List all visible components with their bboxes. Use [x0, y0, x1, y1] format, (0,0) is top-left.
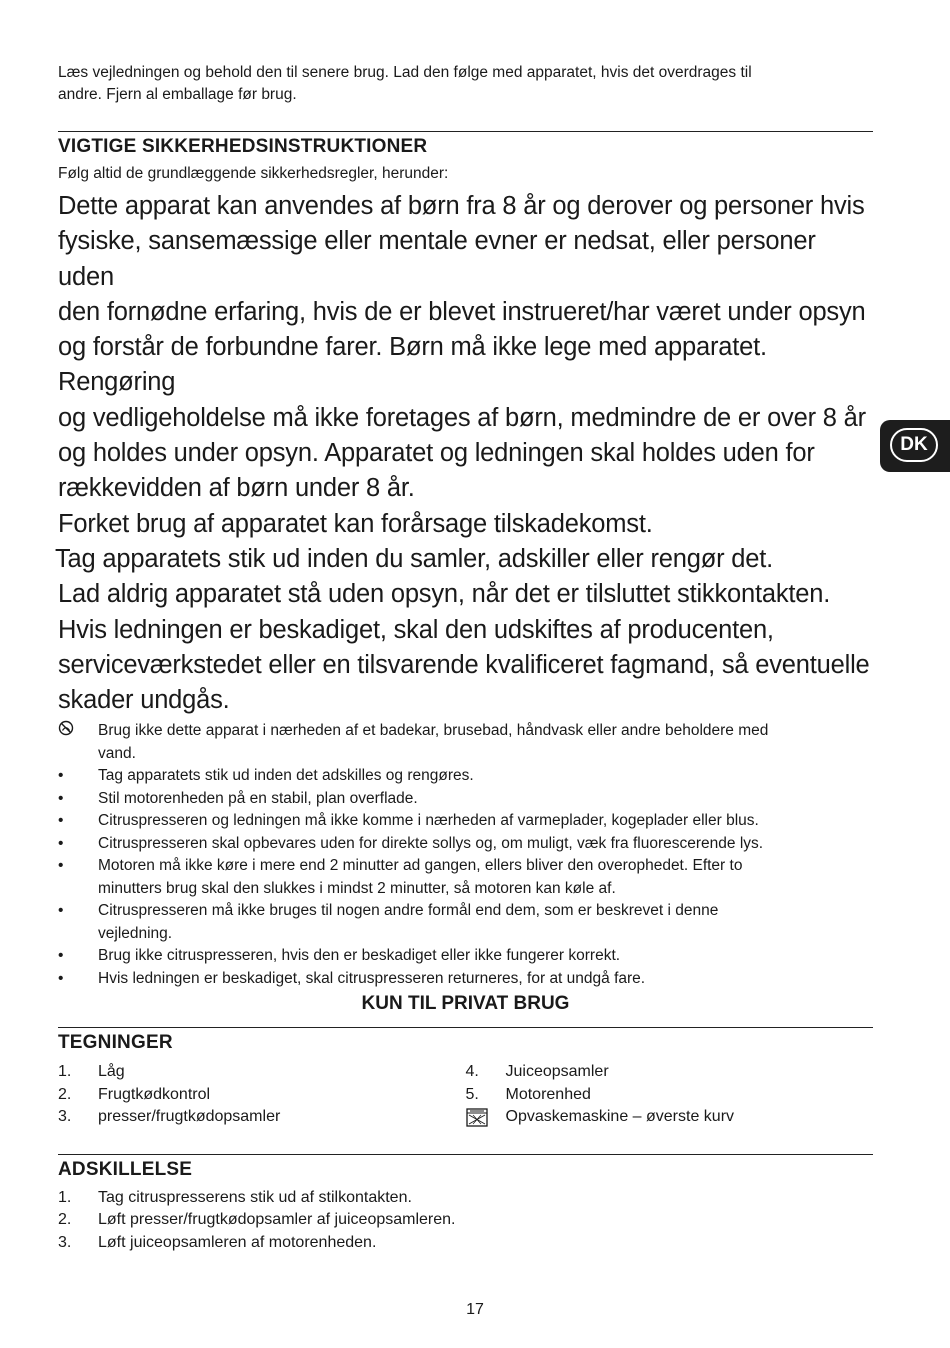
part-number: 2. — [58, 1085, 72, 1103]
bullet-icon: • — [58, 812, 64, 830]
list-line: Motoren må ikke køre i mere end 2 minutter ad gangen, ellers bliver den overophedet. Efter to — [98, 857, 743, 875]
section-divider — [58, 1154, 873, 1155]
step-item — [58, 1187, 873, 1210]
step-number: 2. — [58, 1211, 72, 1229]
warning-line: Hvis ledningen er beskadiget, skal den udskiftes af producenten, — [58, 615, 774, 644]
warning-line: rækkevidden af børn under 8 år. — [58, 474, 415, 503]
part-item — [58, 1084, 466, 1107]
bullet-icon: • — [58, 947, 64, 965]
warning-line: serviceværkstedet eller en tilsvarende kvalificeret fagmand, så eventuelle — [58, 650, 870, 679]
part-label: Motorenhed — [505, 1085, 591, 1103]
step-text: Tag citruspresserens stik ud af stilkontakten. — [98, 1188, 412, 1206]
list-item — [58, 900, 873, 945]
intro-line: Læs vejledningen og behold den til senere brug. Lad den følge med apparatet, hvis det overdrages til — [58, 64, 752, 81]
private-use-notice: KUN TIL PRIVAT BRUG — [361, 993, 570, 1015]
list-line: Citruspresseren skal opbevares uden for direkte sollys og, om muligt, væk fra fluorescerende lys. — [98, 834, 764, 852]
list-item — [58, 855, 873, 900]
list-item — [58, 720, 873, 765]
section-divider — [58, 1027, 873, 1028]
drawings-heading: TEGNINGER — [58, 1032, 173, 1054]
part-label: presser/frugtkødopsamler — [98, 1108, 281, 1126]
list-line: Tag apparatets stik ud inden det adskilles og rengøres. — [98, 767, 474, 785]
step-item — [58, 1209, 873, 1232]
intro-line: andre. Fjern al emballage før brug. — [58, 86, 297, 103]
part-label: Låg — [98, 1063, 125, 1081]
step-text: Løft juiceopsamleren af motorenheden. — [98, 1233, 377, 1251]
safety-subtitle: Følg altid de grundlæggende sikkerhedsregler, herunder: — [58, 165, 449, 182]
step-number: 3. — [58, 1233, 72, 1251]
parts-column-right — [466, 1061, 874, 1129]
list-line: Citruspresseren må ikke bruges til nogen andre formål end dem, som er beskrevet i denne — [98, 902, 719, 920]
disassembly-steps — [58, 1187, 873, 1255]
part-item — [58, 1061, 466, 1084]
section-divider — [58, 131, 873, 132]
warning-line: fysiske, sansemæssige eller mentale evner er nedsat, eller personer uden — [58, 227, 816, 291]
no-water-icon — [58, 720, 74, 736]
bullet-icon: • — [58, 857, 64, 875]
parts-column-left — [58, 1061, 466, 1129]
list-line: vand. — [98, 744, 136, 762]
bullet-icon: • — [58, 767, 64, 785]
part-number: 1. — [58, 1063, 72, 1081]
manual-page — [55, 62, 873, 1254]
warning-line: og holdes under opsyn. Apparatet og ledningen skal holdes uden for — [58, 439, 815, 468]
part-number: 3. — [58, 1108, 72, 1126]
step-number: 1. — [58, 1188, 72, 1206]
warning-line: skader undgås. — [58, 686, 230, 715]
step-text: Løft presser/frugtkødopsamler af juiceopsamleren. — [98, 1211, 456, 1229]
warning-line: og forstår de forbundne farer. Børn må ikke lege med apparatet. Rengøring — [58, 333, 767, 397]
part-number: 5. — [465, 1085, 479, 1103]
intro-text — [58, 62, 873, 106]
language-tab — [880, 420, 950, 472]
part-label: Opvaskemaskine – øverste kurv — [505, 1108, 735, 1126]
list-line: Brug ikke citruspresseren, hvis den er beskadiget eller ikke fungerer korrekt. — [98, 947, 621, 965]
language-tab-label: DK — [890, 428, 938, 462]
bullet-icon: • — [58, 902, 64, 920]
safety-list — [58, 720, 873, 990]
list-line: Citruspresseren og ledningen må ikke komme i nærheden af varmeplader, kogeplader eller blus. — [98, 812, 759, 830]
page-number: 17 — [466, 1301, 484, 1318]
list-item — [58, 968, 873, 991]
part-item — [466, 1061, 874, 1084]
safety-warning-text — [55, 189, 873, 718]
list-line: Hvis ledningen er beskadiget, skal citruspresseren returneres, for at undgå fare. — [98, 969, 646, 987]
list-item — [58, 788, 873, 811]
part-item — [466, 1106, 874, 1129]
part-number: 4. — [465, 1063, 479, 1081]
warning-line: Tag apparatets stik ud inden du samler, adskiller eller rengør det. — [55, 544, 773, 573]
list-line: Stil motorenheden på en stabil, plan overflade. — [98, 789, 418, 807]
warning-line: Lad aldrig apparatet stå uden opsyn, når det er tilsluttet stikkontakten. — [58, 580, 831, 609]
part-item — [58, 1106, 466, 1129]
warning-line: den fornødne erfaring, hvis de er blevet instrueret/har været under opsyn — [58, 297, 866, 326]
parts-list — [58, 1061, 873, 1129]
list-item — [58, 810, 873, 833]
list-item — [58, 945, 873, 968]
warning-line: Dette apparat kan anvendes af børn fra 8 år og derover og personer hvis — [58, 192, 865, 220]
list-line: vejledning. — [98, 924, 173, 942]
list-item — [58, 765, 873, 788]
bullet-icon: • — [58, 789, 64, 807]
list-item — [58, 833, 873, 856]
part-item — [466, 1084, 874, 1107]
list-line: minutters brug skal den slukkes i mindst 2 minutter, så motoren kan køle af. — [98, 879, 616, 897]
part-label: Frugtkødkontrol — [98, 1085, 211, 1103]
dishwasher-icon — [466, 1106, 506, 1129]
bullet-icon: • — [58, 834, 64, 852]
safety-heading: VIGTIGE SIKKERHEDSINSTRUKTIONER — [58, 136, 428, 157]
warning-line: Forket brug af apparatet kan forårsage tilskadekomst. — [58, 509, 653, 538]
bullet-icon: • — [58, 969, 64, 987]
step-item — [58, 1232, 873, 1255]
warning-line: og vedligeholdelse må ikke foretages af børn, medmindre de er over 8 år — [58, 403, 866, 432]
list-line: Brug ikke dette apparat i nærheden af et badekar, brusebad, håndvask eller andre beholdere med — [98, 722, 769, 740]
disassembly-heading: ADSKILLELSE — [58, 1158, 193, 1180]
part-label: Juiceopsamler — [505, 1063, 609, 1081]
